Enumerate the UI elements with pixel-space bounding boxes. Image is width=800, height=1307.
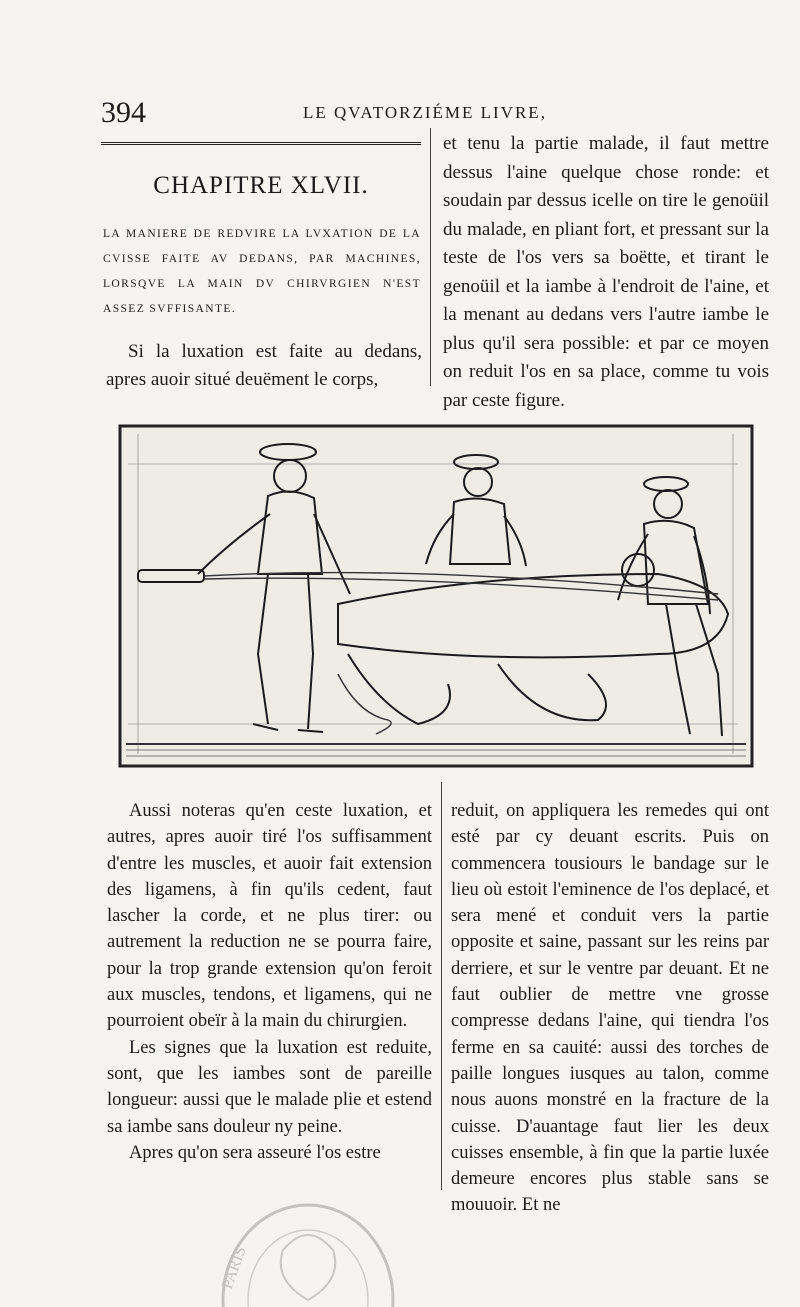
running-head: LE QVATORZIÉME LIVRE, xyxy=(303,103,547,122)
left-column-bottom xyxy=(107,798,432,1166)
right-column-top xyxy=(443,130,769,415)
column-divider-bottom xyxy=(441,782,442,1190)
paragraph-luxation-note: Aussi noteras qu'en ceste luxation, et autres, apres auoir tiré l'os suffisamment d'entre les muscles, et auoir fait extension des ligamens, à fin qu'ils cedent, faut lascher la corde, et ne plus tirer: ou autrement la reduction ne se pourra faire, pour la trop grande extension qu'on feroit aux muscles, tendons, et ligamens, qui ne pourroient obeïr à la main du chirurgien. xyxy=(107,801,432,1032)
header-rule xyxy=(101,142,421,145)
lead-text: Si la luxation est faite au dedans, apres auoir situé deuëment le corps, xyxy=(106,341,422,390)
lead-paragraph xyxy=(106,338,422,394)
paragraph-after: Apres qu'on sera asseuré l'os estre xyxy=(129,1142,381,1163)
woodcut-illustration-icon xyxy=(118,424,754,768)
library-stamp-icon xyxy=(213,1190,403,1307)
stamp-text: PARIS xyxy=(218,1244,250,1292)
column-divider-top xyxy=(430,128,431,386)
chapter-subtitle: LA MANIERE DE REDVIRE LA LVXATION DE LA CVISSE FAITE AV DEDANS, PAR MACHINES, LORSQVE LA MAIN DV CHIRVRGIEN N'EST ASSEZ SVFFISANTE. xyxy=(103,228,421,315)
page-number: 394 xyxy=(101,96,146,129)
chapter-title: CHAPITRE XLVII. xyxy=(153,172,369,199)
right-top-text: et tenu la partie malade, il faut mettre dessus l'aine quelque chose ronde: et soudain par dessus icelle on tire le genoüil du malade, en pliant fort, et pressant sur la teste de l'os vers sa boëtte, et tirant le genoüil et la iambe à l'endroit de l'aine, et la menant au dedans vers l'autre iambe le plus qu'il sera possible: et par ce moyen on reduit l'os en sa place, comme tu vois par ceste figure. xyxy=(443,133,769,411)
paragraph-signs: Les signes que la luxation est reduite, sont, que les iambes sont de pareille longueur: aussi que le malade plie et estend sa iambe sans douleur ny peine. xyxy=(107,1037,432,1137)
right-column-bottom xyxy=(451,798,769,1219)
paragraph-remedies: reduit, on appliquera les remedes qui ont esté par cy deuant escrits. Puis on commencera tousiours le bandage sur le lieu où estoit l'eminence de l'os deplacé, et sera mené et conduit vers la partie opposite et saine, passant sur les reins par derriere, et sur le ventre par deuant. Et ne faut oublier de mettre vne grosse compresse dedans l'aine, qui tiendra l'os ferme en sa cauité: aussi des torches de paille longues iusques au talon, comme nous auons monstré en la fracture de la cuisse. D'auantage faut lier les deux cuisses ensemble, à fin que la partie luxée demeure encores plus stable sans se mouuoir. Et ne xyxy=(451,801,769,1216)
